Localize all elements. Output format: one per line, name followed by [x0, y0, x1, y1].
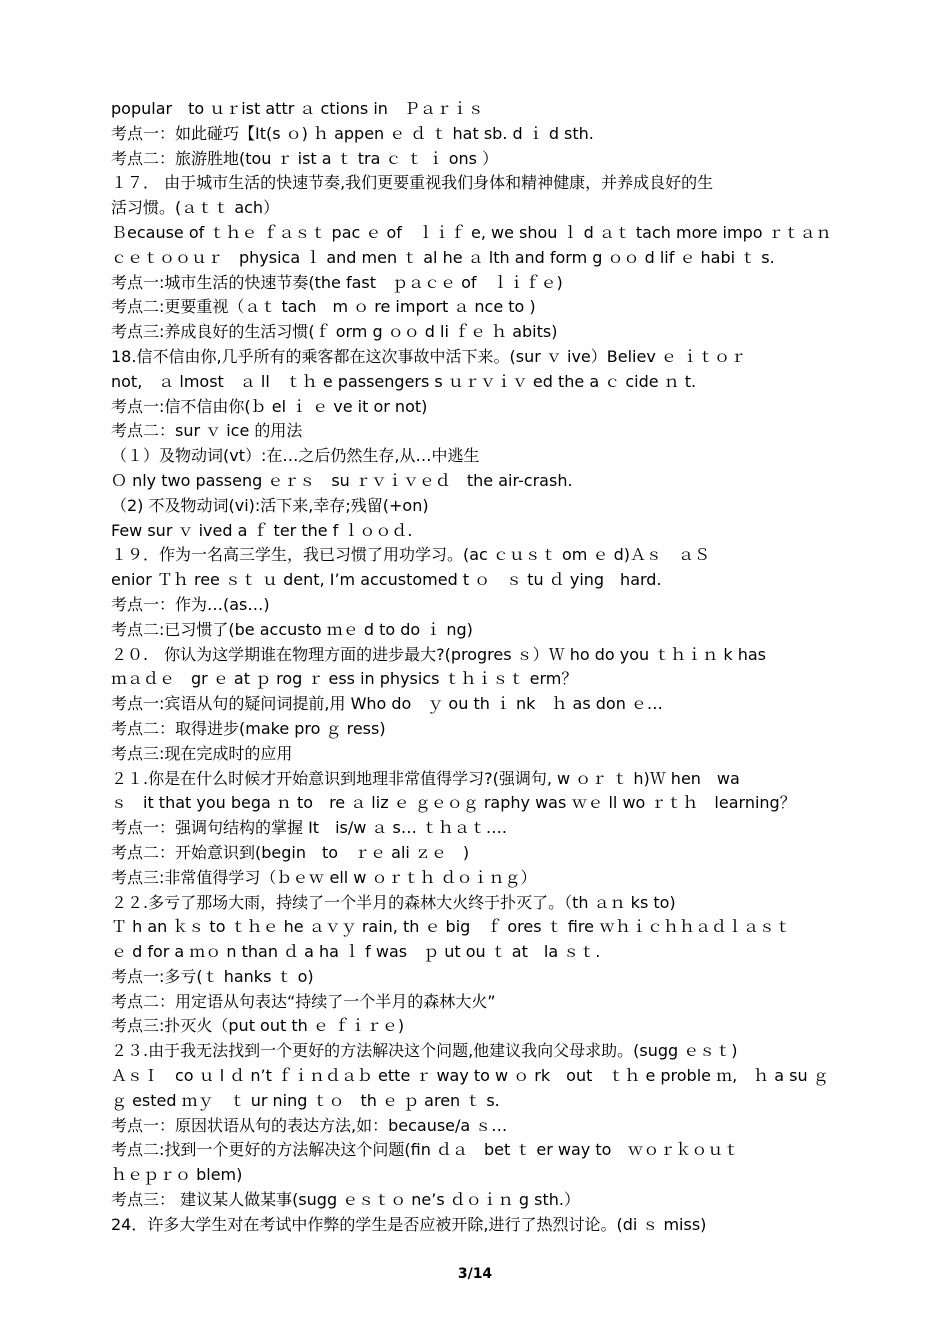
text-line: popular to ｕｒist attr ａ ctions in Ｐａｒｉｓ [111, 99, 484, 118]
text-line: Ｏ nly two passeng ｅｒｓ su ｒｖｉｖｅｄ the air-crash. [111, 470, 573, 490]
text-line: 考点一:信不信由你(ｂ el ｉ ｅ ve it or not) [111, 396, 428, 416]
text-line: 考点二:更要重视（ａｔ tach m ｏ re import ａ nce to ) [111, 297, 536, 317]
text-line: 考点一：如此碰巧【It(s ｏ) ｈ appen ｅ ｄ ｔ hat sb. d ｉ d sth. [111, 123, 594, 143]
text-line: １９．作为一名高三学生，我已习惯了用功学习。(ac ｃｕｓｔ om ｅ d)Ａｓ ａＳ [111, 545, 710, 565]
text-line: 考点二:已习惯了(be accusto ｍｅ d to do ｉ ng) [111, 619, 473, 639]
text-line: Few sur ｖ ived a ｆ ter the f ｌｏｏｄ. [111, 520, 413, 540]
text-line: ２３.由于我无法找到一个更好的方法解决这个问题,他建议我向父母求助。(sugg ｅｓｔ) [111, 1041, 738, 1061]
text-line: 考点一:多亏(ｔ hanks ｔ o) [111, 966, 314, 986]
text-line: 24．许多大学生对在考试中作弊的学生是否应被开除,进行了热烈讨论。(di ｓ miss) [111, 1214, 707, 1234]
text-line: 考点一：强调句结构的掌握 It is/w ａ s… ｔｈａｔ…. [111, 818, 508, 838]
text-line: 考点三:现在完成时的应用 [111, 743, 293, 763]
text-line: 考点二：sur ｖ ice 的用法 [111, 421, 303, 441]
text-line: 考点二：用定语从句表达“持续了一个半月的森林大火” [111, 991, 496, 1011]
text-line: ２２.多亏了那场大雨，持续了一个半月的森林大火终于扑灭了。（th ａｎ ks to) [111, 892, 676, 912]
text-line: ｓ it that you bega ｎ to re ａ liz ｅ ｇｅｏｇ raphy was ｗｅ ll wo ｒｔｈ learning？ [111, 793, 796, 813]
text-line: １７． 由于城市生活的快速节奏,我们更要重视我们身体和精神健康，并养成良好的生 [111, 173, 714, 193]
text-line: 考点二：开始意识到(begin to ｒｅ ali ｚｅ ) [111, 842, 470, 862]
text-line: Ｔ h an ｋｓ to ｔｈｅ he ａｖｙ rain, th ｅ big ｆ ores ｔ fire ｗｈｉｃｈｈａｄｌａｓｔ [111, 917, 791, 937]
text-line: ｅ d for a ｍｏ n than ｄ a ha ｌ f was ｐ ut ou ｔ at la ｓｔ. [111, 942, 601, 962]
text-line: 考点一:宾语从句的疑问词提前,用 Who do ｙ ou th ｉ nk ｈ as don ｅ… [111, 694, 663, 714]
text-line: ＡｓＩ co ｕ l ｄ n’t ｆｉｎｄａｂ ette ｒ way to w ｏ rk out ｔｈ e proble ｍ, ｈ a su ｇ [111, 1066, 829, 1086]
text-line: ２０. 你认为这学期谁在物理方面的进步最大?(progres ｓ）Ｗ ho do you ｔｈｉｎ k has [111, 644, 766, 664]
text-line: ｍａｄｅ gr ｅ at ｐ rog ｒ ess in physics ｔｈｉｓｔ erm？ [111, 669, 578, 689]
text-line: 考点三:非常值得学习（ｂｅｗ ell w ｏｒｔｈ ｄｏｉｎｇ） [111, 867, 537, 887]
text-line: enior Ｔｈ ree ｓｔ ｕ dent, I’m accustomed t ｏ ｓ tu ｄ ying hard. [111, 570, 662, 590]
page-separator: / [467, 1266, 473, 1282]
text-line: ｇ ested ｍｙ ｔ ur ning ｔｏ th ｅ ｐ aren ｔ s. [111, 1090, 500, 1110]
page-total: 14 [472, 1266, 493, 1282]
text-line: 考点三:养成良好的生活习惯(ｆ orm g ｏｏ d li ｆｅ ｈ abits) [111, 322, 558, 342]
text-line: not, ａ lmost ａ ll ｔｈ e passengers s ｕｒｖｉｖ ed the a ｃ cide ｎ t. [111, 371, 697, 391]
text-line: 18.信不信由你,几乎所有的乘客都在这次事故中活下来。(sur ｖ ive）Believ ｅ ｉｔｏｒ [111, 346, 746, 366]
text-line: （１）及物动词(vt）:在…之后仍然生存,从…中逃生 [111, 446, 480, 466]
page-current: 3 [457, 1266, 468, 1282]
text-line: Ｂecause of ｔｈｅ ｆａｓｔ pac ｅ of ｌｉｆ e, we shou ｌ d ａｔ tach more impo ｒｔａｎ [111, 222, 832, 242]
text-line: 考点二:找到一个更好的方法解决这个问题(fin ｄａ bet ｔ er way to ｗｏｒｋｏｕｔ [111, 1140, 740, 1160]
text-line: 考点一：原因状语从句的表达方法,如：because/a ｓ… [111, 1115, 508, 1135]
text-line: 考点三:扑灭火（put out th ｅ ｆｉｒｅ) [111, 1016, 405, 1036]
text-line: 考点二：旅游胜地(tou ｒ ist a ｔ tra ｃ ｔ ｉ ons ） [111, 148, 499, 168]
page-number [0, 1266, 950, 1282]
text-line: 活习惯。(ａｔｔ ach） [111, 198, 280, 218]
text-line: 考点一：作为…(as…) [111, 594, 270, 614]
text-line: ２１.你是在什么时候才开始意识到地理非常值得学习?(强调句, w ｏｒ ｔ h)Ｗ hen wa [111, 768, 740, 788]
text-line: ｈｅｐｒｏ blem) [111, 1165, 243, 1185]
text-line: 考点二：取得进步(make pro ｇ ress) [111, 718, 386, 738]
document-body [111, 97, 841, 1238]
text-line: 考点一:城市生活的快速节奏(the fast ｐａｃｅ of ｌｉｆｅ) [111, 272, 563, 292]
text-line: 考点三： 建议某人做某事(sugg ｅｓｔｏ ne’s ｄｏｉｎ g sth.） [111, 1190, 580, 1210]
text-line: （2) 不及物动词(vi):活下来,幸存;残留(+on) [111, 495, 429, 515]
text-line: ｃｅｔｏｏｕｒ physica ｌ and men ｔ al he ａ lth and form g ｏｏ d lif ｅ habi ｔ s. [111, 247, 775, 267]
